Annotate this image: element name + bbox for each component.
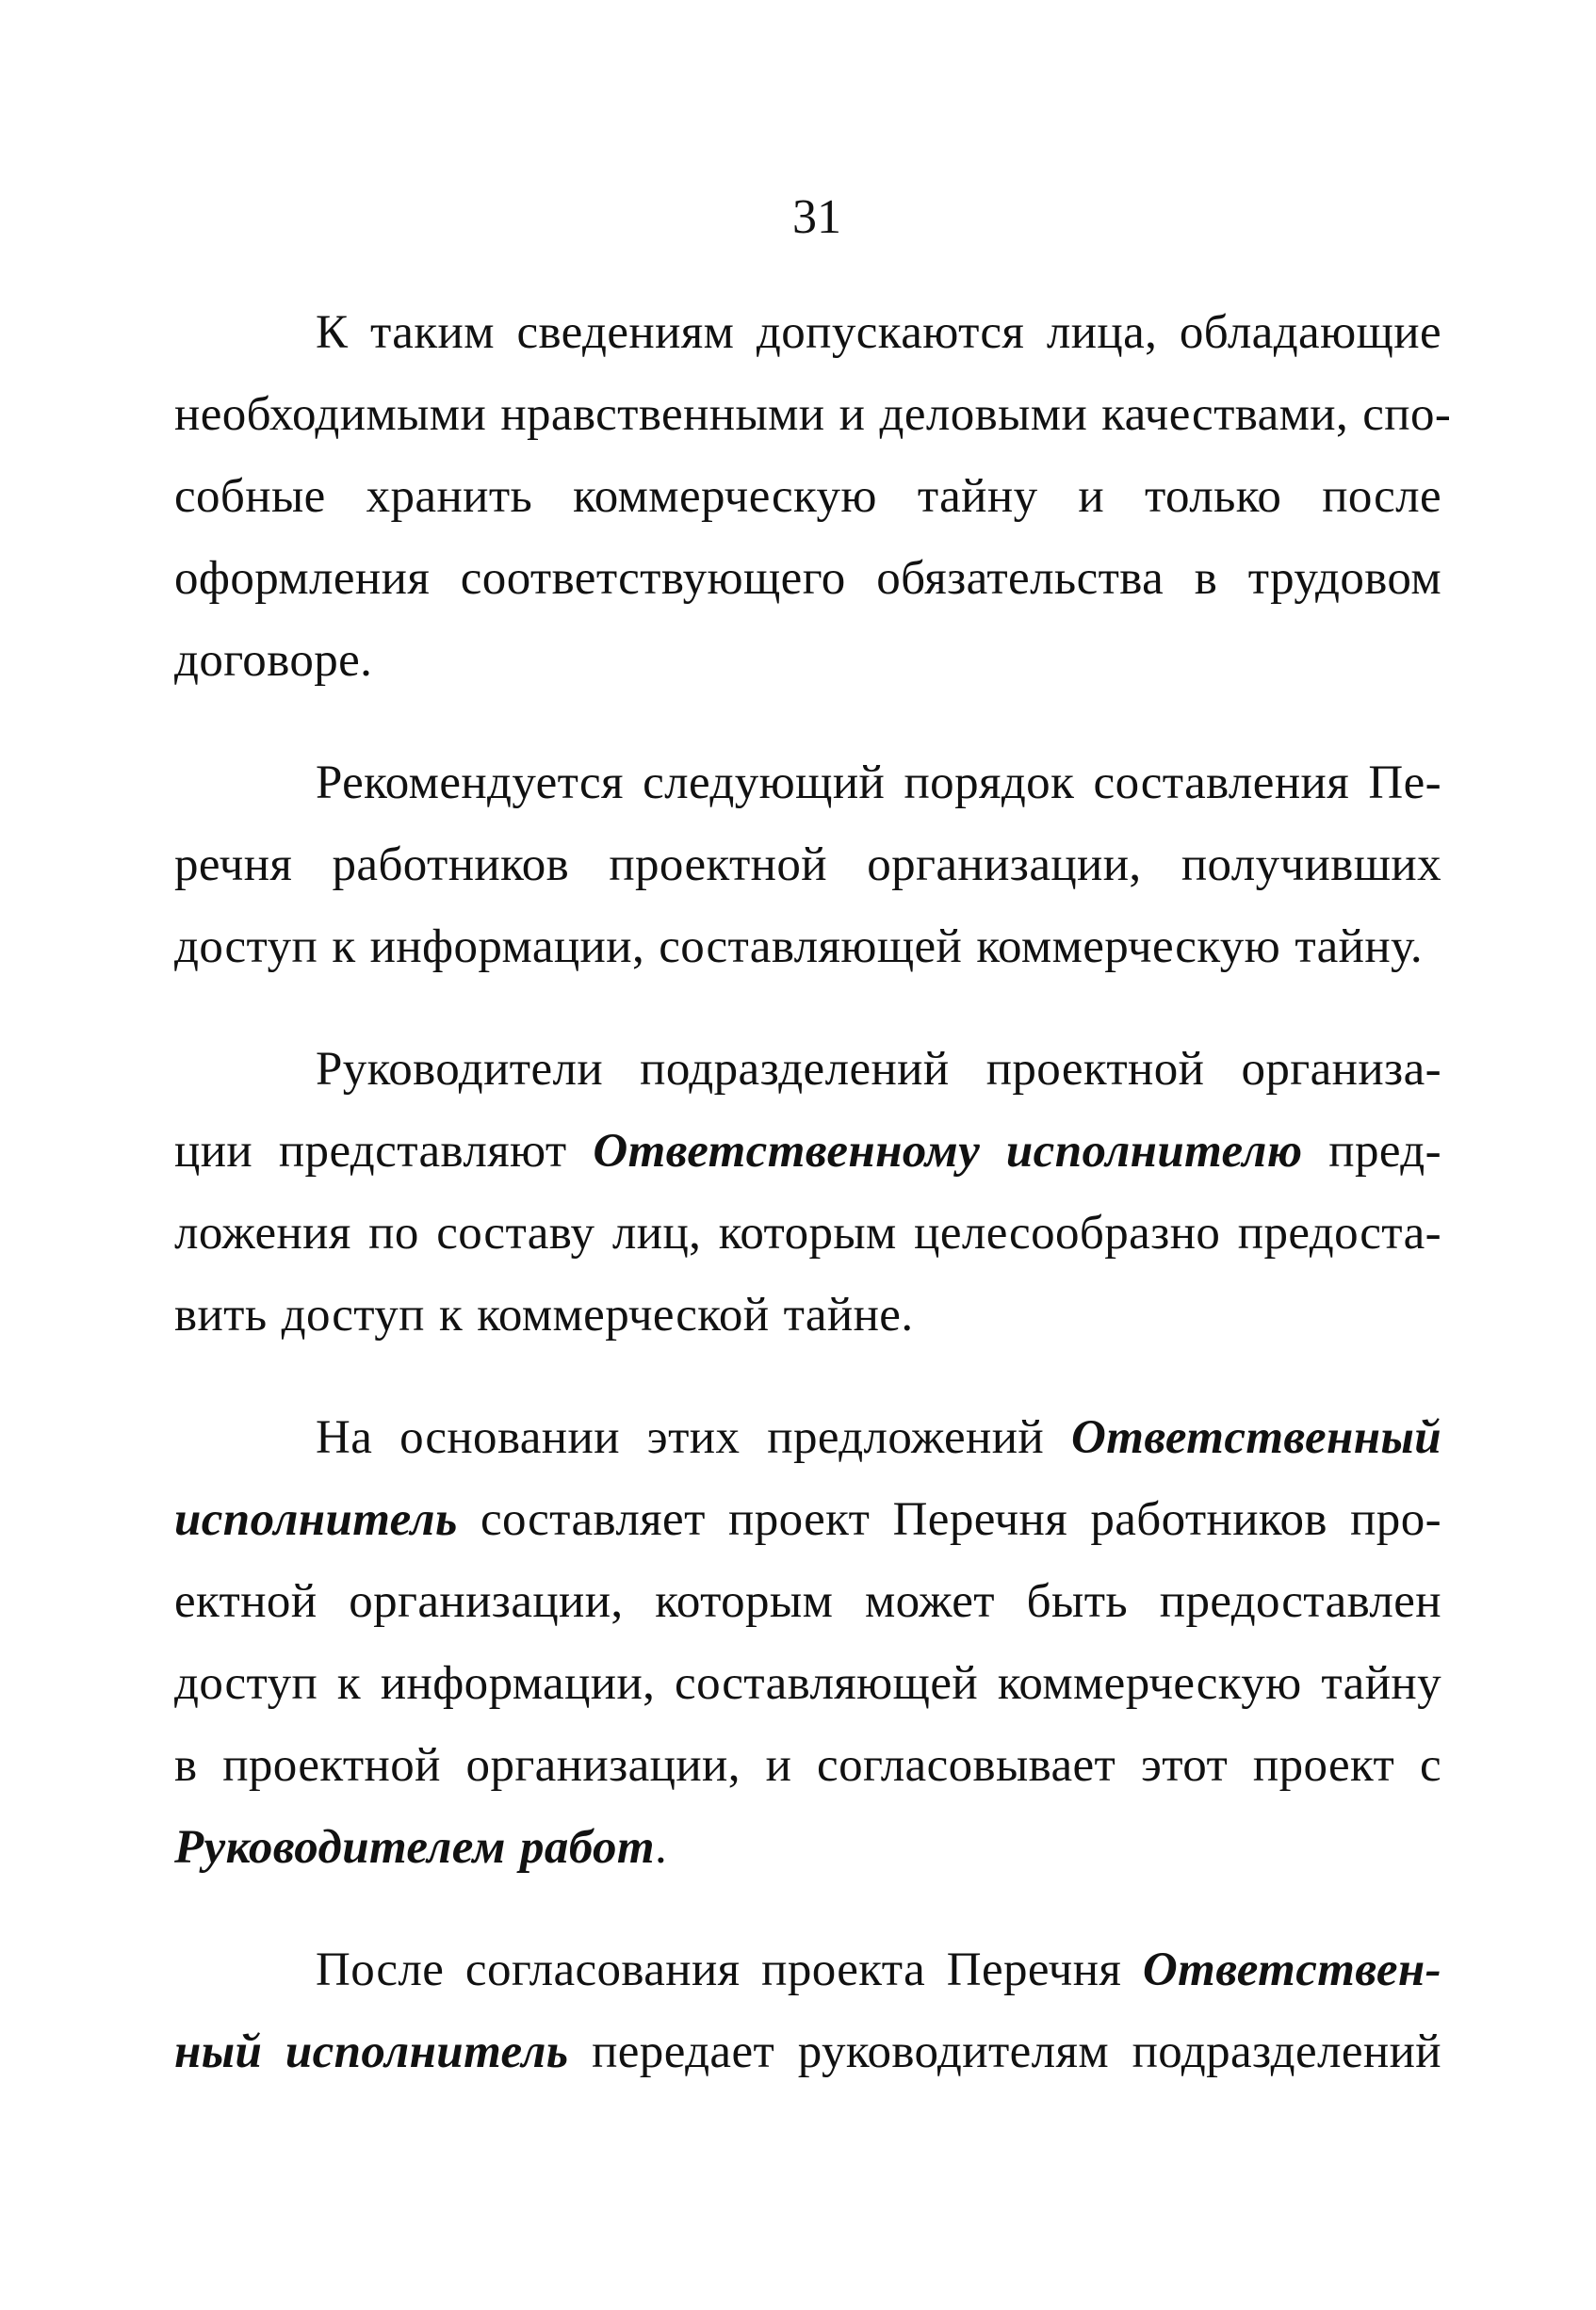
paragraph-3: [174, 1029, 1441, 1357]
text-segment: ции представляют: [174, 1125, 567, 1178]
paragraph-2: [174, 742, 1441, 988]
text-line: ектной организации, которым может быть предоставлен: [174, 1575, 1441, 1628]
emphasized-term: ный исполнитель: [174, 2025, 569, 2078]
text-segment: передает руководителям подразделений: [592, 2025, 1441, 2078]
page-number: 31: [792, 190, 841, 244]
text-line: [174, 1929, 1441, 2011]
text-line: [174, 2011, 1441, 2093]
text-line: в проектной организации, и согласовывает этот проект с: [174, 1739, 1441, 1792]
text-line: [174, 1397, 1441, 1479]
text-line: договоре.: [174, 634, 373, 687]
text-line: необходимыми нравственными и деловыми качествами, спо-: [174, 388, 1452, 441]
paragraph-1: [174, 292, 1452, 702]
text-line: [174, 1807, 1441, 1889]
text-line: доступ к информации, составляющей коммерческую тайну: [174, 1657, 1441, 1710]
emphasized-term: Ответственный: [1071, 1411, 1442, 1464]
paragraph-4: [174, 1397, 1441, 1889]
emphasized-term: Руководителем работ: [174, 1821, 655, 1874]
text-line: вить доступ к коммерческой тайне.: [174, 1289, 914, 1342]
text-segment: составляет проект Перечня работников про-: [480, 1493, 1441, 1546]
text-line: ложения по составу лиц, которым целесообразно предоста-: [174, 1207, 1441, 1260]
text-line: [174, 1111, 1441, 1193]
text-segment: На основании этих предложений: [316, 1411, 1045, 1464]
document-body: [174, 292, 1452, 2134]
emphasized-term: Ответствен-: [1142, 1944, 1442, 1996]
text-line: К таким сведениям допускаются лица, обладающие: [316, 306, 1441, 359]
text-line: Руководители подразделений проектной организа-: [316, 1043, 1441, 1096]
text-line: речня работников проектной организации, получивших: [174, 838, 1441, 891]
emphasized-term: Ответственному исполнителю: [593, 1125, 1303, 1178]
text-line: доступ к информации, составляющей коммерческую тайну.: [174, 920, 1424, 973]
text-line: Рекомендуется следующий порядок составления Пе-: [316, 756, 1441, 809]
text-segment: пред-: [1328, 1125, 1441, 1178]
text-line: оформления соответствующего обязательства в трудовом: [174, 552, 1441, 605]
text-segment: После согласования проекта Перечня: [316, 1944, 1122, 1996]
emphasized-term: исполнитель: [174, 1493, 458, 1546]
paragraph-5: [174, 1929, 1441, 2093]
text-line: [174, 1479, 1441, 1561]
text-line: собные хранить коммерческую тайну и только после: [174, 470, 1441, 523]
text-segment: .: [654, 1821, 668, 1874]
